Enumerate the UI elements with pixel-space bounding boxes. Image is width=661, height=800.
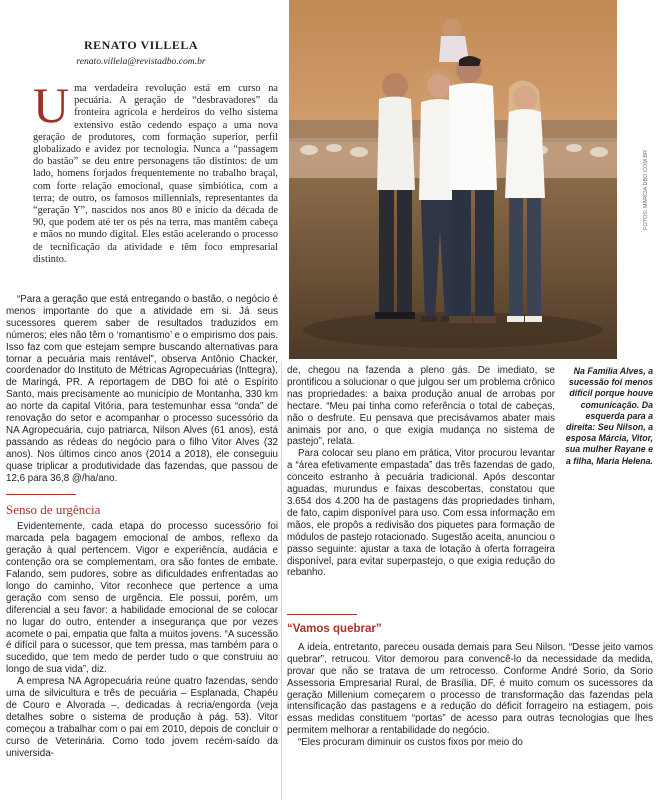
column-1-bottom	[6, 294, 278, 760]
heading-senso-de-urgencia: Senso de urgência	[6, 501, 101, 517]
drop-cap: U	[33, 77, 70, 133]
family-photo	[289, 0, 617, 359]
intro-paragraph: ma verdadeira revolução está em curso na pecuária. A geração de “desbravadores” da fronteira agrícola e herdeiros do velho sistema extensivo estão cedendo espaço a uma nova geração de produtores, com formação superior, perfil globalizado e avidez por tecnologia. Nunca a “passagem do bastão” se deu entre personagens tão distintos: de um lado, homens forjados frequentemente no trabalho braçal, com forte relação emocional, quase simbiótica, com a terra; de outro, os famosos millennials, representantes da “geração Y”, nascidos nos anos 80 e início da década de 90, que podem até ter os pés na terra, mas mantêm cabeça e mãos no mundo digital. Eles estão acelerando o processo de tecnificação da atividade e têm foco empresarial distinto.	[33, 83, 278, 265]
author-name: RENATO VILLELA	[83, 38, 199, 52]
chacker-quote-paragraph: “Para a geração que está entregando o bastão, o negócio é menos importante do que a atividade em si. Já seus sucessores querem saber de resultados traduzidos em números; eles não têm o ‘romantismo’ e o empirismo dos pais. Isso faz com que estejam sempre buscando alternativas para tornar a pecuária mais rentável”, observa Antônio Chacker, coordenador do Instituto de Métricas Agropecuárias (Inttegra), de Maringá, PR. A reportagem de DBO foi até o Espírito Santo, mais precisamente ao município de Montanha, 330 km ao norte da capital Vitória, para testemunhar essa “onda” de renovação do setor e acompanhar o processo sucessório da NA Agropecuária, cujo patriarca, Nilson Alves (61 anos), está passando as rédeas do negócio para o filho Vitor Alves (32 anos). Nos últimos cinco anos (2014 a 2018), ele conseguiu quase triplicar a produtividade das fazendas, que passou de 12,6 para 36,8 @/ha/ano.	[6, 294, 278, 484]
photo-caption: Na Família Alves, a sucessão foi menos difícil porque houve comunicação. Da esquerda para a direita: Seu Nilson, a esposa Márcia, Vitor, sua mulher Rayane e a filha, Maria Helena.	[564, 366, 653, 466]
family-photo-illustration	[289, 0, 617, 359]
photo-credit-text: FOTOS: MARCIA DBO.COM.BR	[643, 150, 649, 230]
plano-paragraph: Para colocar seu plano em prática, Vitor procurou levantar a “área efetivamente empastada” das três fazendas de gado, conceito estranho à pecuária tradicional. Após descontar aguadas, murundus e faixas descobertas, constatou que 3.654 dos 4.200 ha de pastagens das propriedades tinham, de fato, capim disponível para uso. Com essa informação em mãos, ele propôs a redivisão dos piquetes para formação de módulos de pastejo rotacionado. Sugestão aceita, anunciou o passo seguinte: ajustar a taxa de lotação à oferta forrageira disponível, para evitar superpastejo, o que exigia redução do rebanho.	[287, 448, 555, 579]
column-2-bottom	[287, 608, 653, 749]
author-email: renato.villela@revistadbo.com.br	[76, 56, 206, 67]
continuation-paragraph: de, chegou na fazenda a pleno gás. De imediato, se prontificou a solucionar o que julgou ser um problema crônico nas propriedades: a baixa produção anual de arrobas por hectare. “Meu pai tinha como referência o total de cabeças, não o desfrute. Eu pensava que precisávamos abater mais animais por ano, o que exigia mudança no sistema de pastejo”, relata.	[287, 365, 555, 448]
column-2-top	[287, 365, 555, 579]
urgencia-paragraph: Evidentemente, cada etapa do processo sucessório foi marcada pela bagagem emocional de ambos, reflexo da geração à qual pertencem. Vigor e experiência, audácia e contenção ora se complementam, ora são fontes de embate. Falando, sem pudores, sobre as dificuldades enfrentadas ao longo do caminho, Vitor reconhece que pertence a uma geração com senso de urgência. Ele possui, porém, um diferencial a seu favor: a habilidade emocional de se colocar no lugar do outro, entender a insegurança que por vezes acomete o pai, empatia que falta a muitos jovens. “A sucessão é difícil para o sucessor, que tem pressa, mas também para o sucedido, que tem medo de perder tudo o que construiu ao longo de sua vida”, diz.	[6, 521, 278, 676]
quebrar-paragraph: A ideia, entretanto, pareceu ousada demais para Seu Nilson. “Desse jeito vamos quebrar”, retrucou. Vitor demorou para convencê-lo da necessidade da medida, provar que não se tratava de um retrocesso. Conforme André Sorio, da Sorio Assessoria Empresarial Rural, de Brasília, DF, é muito comum os sucessores da geração Millenium começarem o processo de transformação das fazendas pela intensificação das pastagens e a redução do déficit forrageiro na estiagem, pois essas medidas constituem “portas” de acesso para outras tecnologias que lhes permitem melhorar a rentabilidade do negócio.	[287, 641, 653, 737]
section-rule-2	[287, 614, 357, 615]
empresa-paragraph: A empresa NA Agropecuária reúne quatro fazendas, sendo uma de silvicultura e três de pecuária – Esplanada, Chapéu de Couro e Alvorada –, dedicadas à recria/engorda (veja detalhes sobre o sistema de produção à pág. 53). Vitor começou a trabalhar com o pai em 2010, depois de concluir o curso de Veterinária. Como todo jovem recém-saído da universida-	[6, 676, 278, 759]
section-rule	[6, 494, 76, 495]
photo-credit	[640, 40, 650, 340]
column-1-top	[33, 77, 278, 266]
column-divider	[281, 362, 282, 800]
custos-paragraph: “Eles procuram diminuir os custos fixos por meio do	[298, 737, 523, 749]
heading-vamos-quebrar: “Vamos quebrar”	[287, 623, 382, 635]
author-block	[6, 38, 276, 67]
